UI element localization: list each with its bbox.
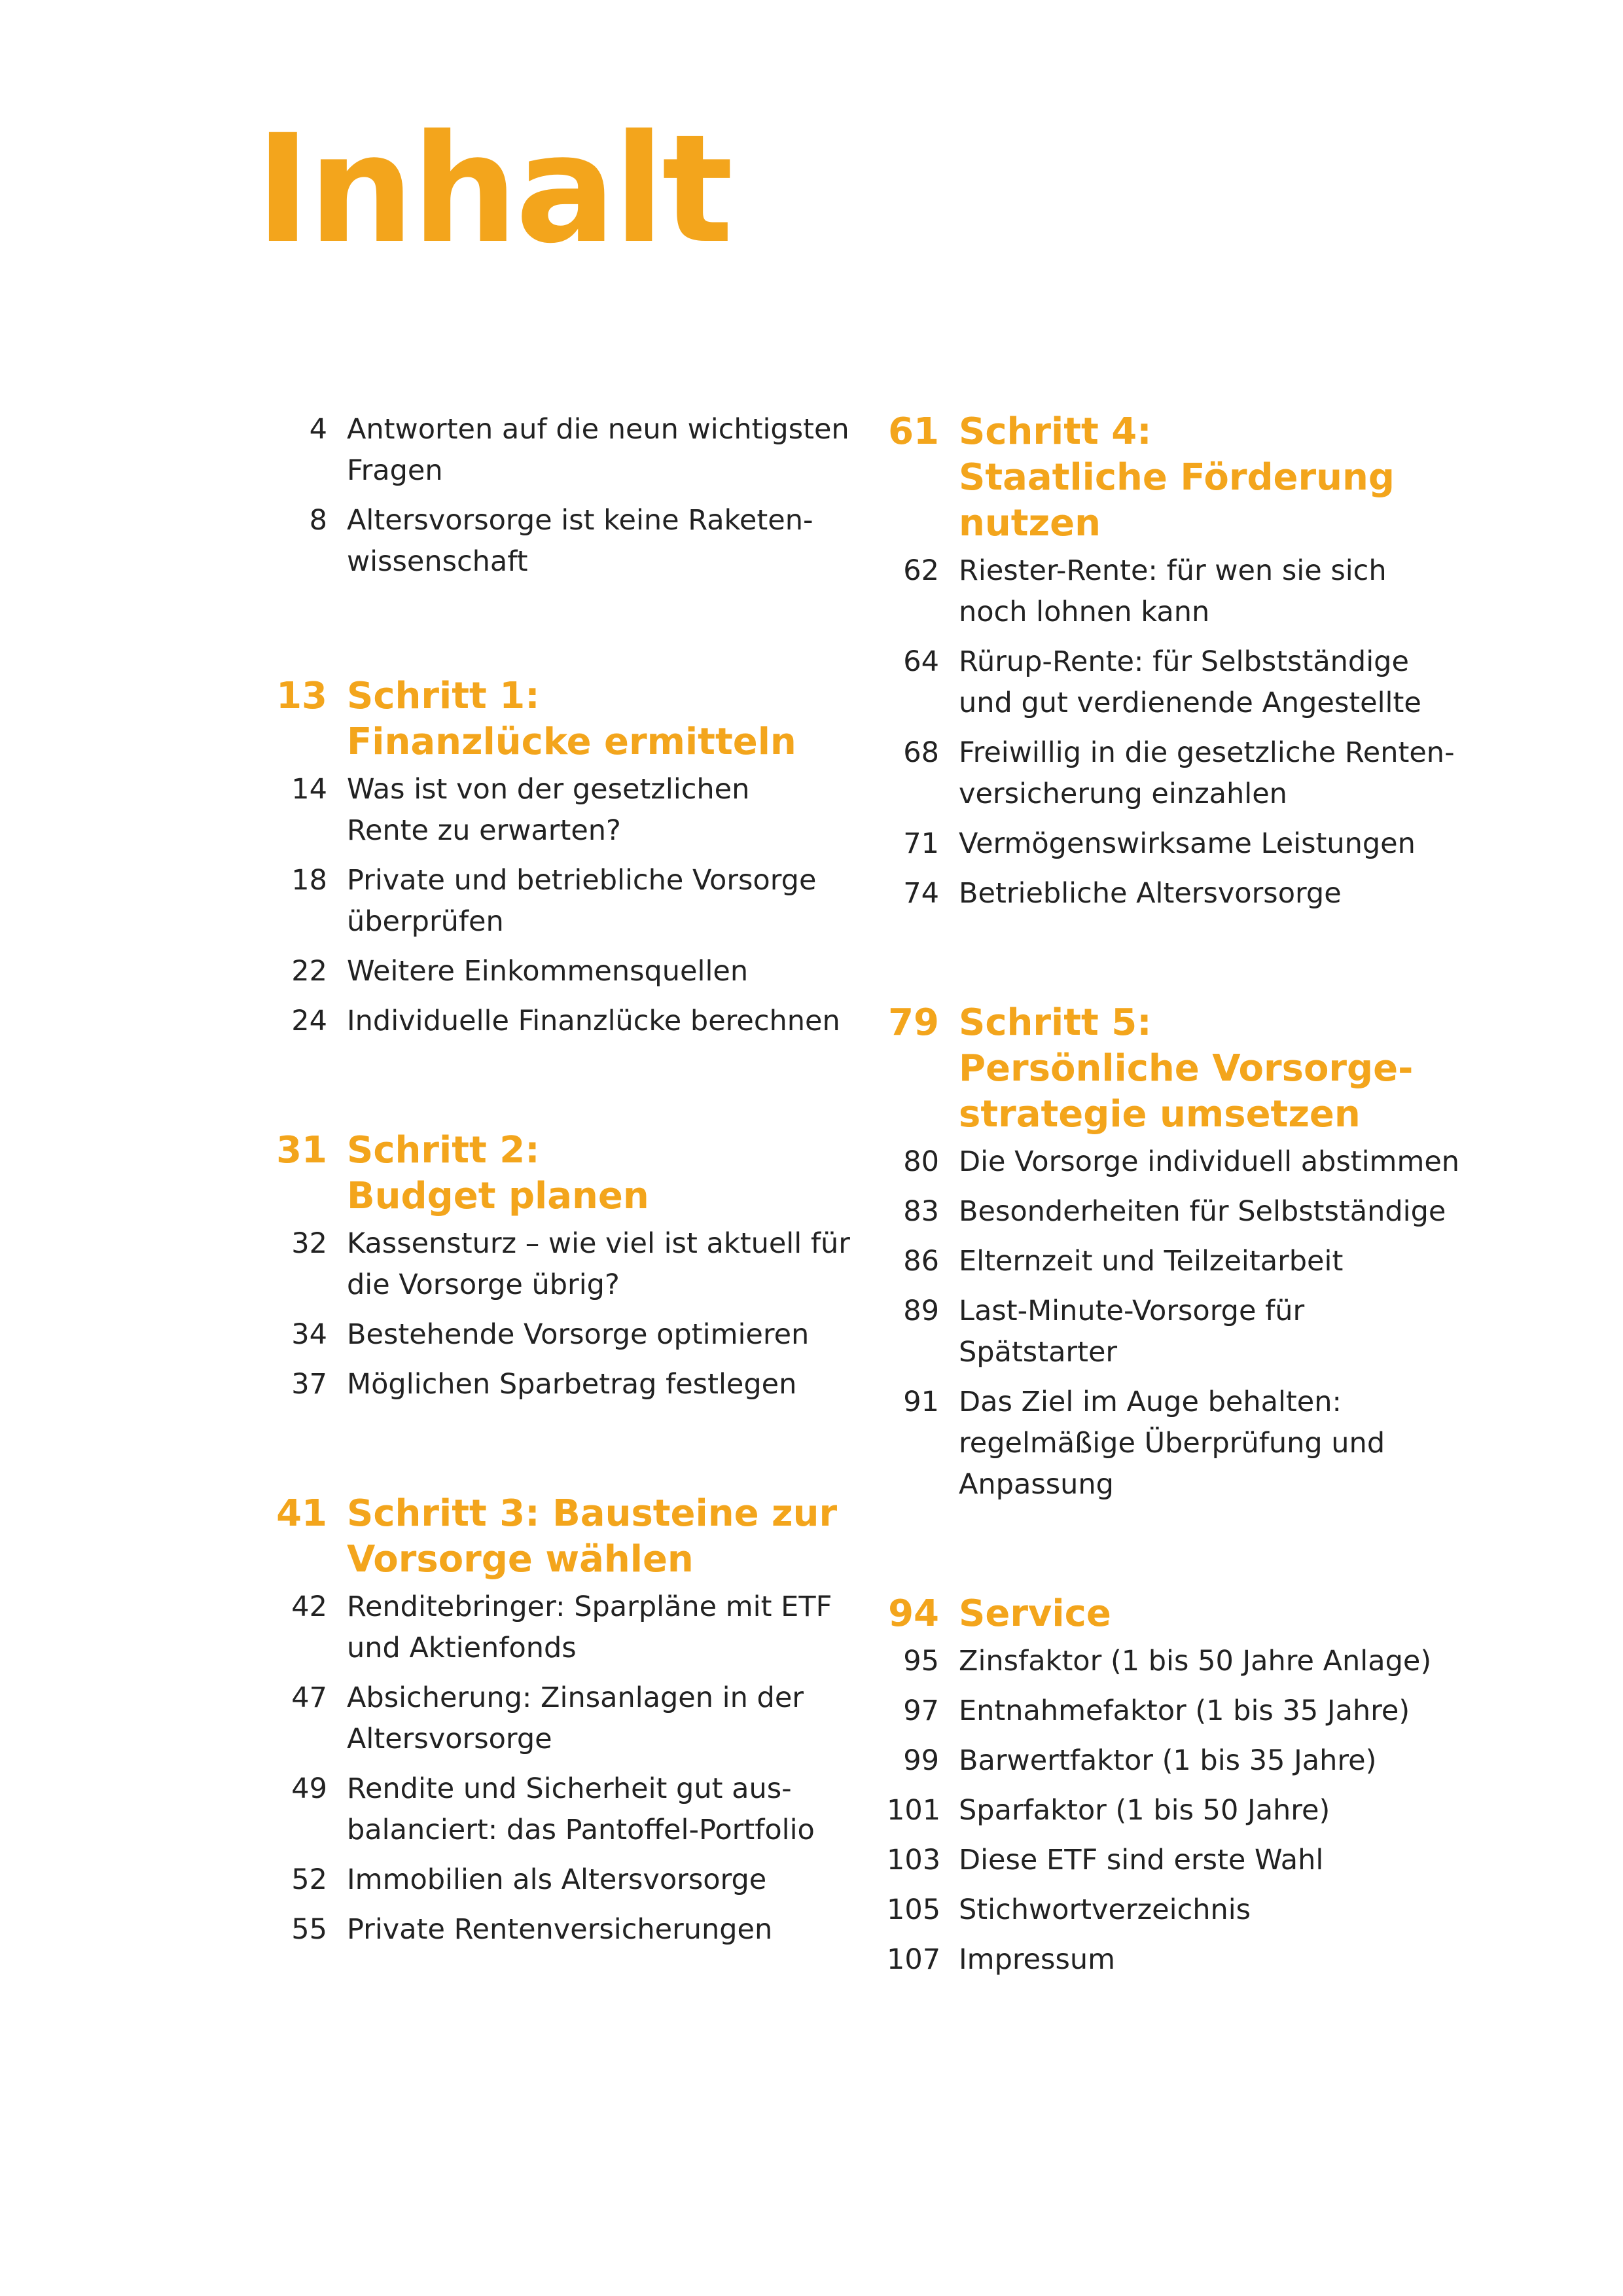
toc-entry[interactable] [887, 823, 1463, 865]
toc-entry-title-line: und Aktienfonds [347, 1632, 577, 1664]
toc-section-title-line: Vorsorge wählen [347, 1538, 694, 1581]
toc-section-page-number: 31 [276, 1129, 327, 1172]
toc-entry-title-line: Vermögenswirksame Leistungen [959, 827, 1416, 860]
toc-entry[interactable] [275, 1314, 851, 1355]
toc-entry-title-line: Entnahmefaktor (1 bis 35 Jahre) [959, 1695, 1410, 1727]
toc-entry-title-line: Weitere Einkommensquellen [347, 955, 749, 988]
toc-entry-page-number: 89 [903, 1295, 939, 1327]
toc-entry[interactable] [887, 1740, 1463, 1782]
toc-entry-page-number: 99 [903, 1744, 939, 1777]
toc-section-title-line: strategie umsetzen [959, 1093, 1361, 1136]
toc-entry-title [347, 1768, 851, 1851]
toc-section [275, 673, 851, 1042]
toc-entry-title-line: Anpassung [959, 1468, 1114, 1501]
toc-entry-title [959, 1191, 1463, 1232]
toc-entry-title-line: Bestehende Vorsorge optimieren [347, 1318, 810, 1351]
toc-entry[interactable] [887, 1840, 1463, 1881]
toc-entry-title [959, 641, 1463, 724]
toc-section-page-number: 79 [888, 1001, 939, 1044]
toc-entry[interactable] [887, 1691, 1463, 1732]
toc-entry-title-line: Rürup-Rente: für Selbstständige [959, 645, 1409, 678]
toc-section-title [959, 1591, 1463, 1637]
toc-entry[interactable] [887, 1191, 1463, 1232]
toc-section-title [959, 1000, 1463, 1138]
toc-entry[interactable] [887, 550, 1463, 633]
toc-entry-title [347, 1859, 851, 1901]
toc-section-heading[interactable] [275, 1128, 851, 1219]
toc-section-title [959, 409, 1463, 547]
toc-entry-title-line: Fragen [347, 454, 443, 487]
toc-entry-page-number: 14 [291, 773, 327, 806]
toc-entry[interactable] [275, 1001, 851, 1042]
toc-entry[interactable] [887, 1141, 1463, 1183]
toc-section-title-line: Schritt 1: [347, 675, 540, 717]
toc-entry-title-line: wissenschaft [347, 545, 528, 578]
toc-entry-title-line: Möglichen Sparbetrag festlegen [347, 1368, 797, 1401]
toc-entry-page-number: 107 [887, 1943, 941, 1976]
toc-entry-page-number: 37 [291, 1368, 327, 1401]
toc-entry-page-number: 103 [887, 1844, 941, 1876]
toc-entry-title-line: balanciert: das Pantoffel-Portfolio [347, 1814, 815, 1846]
toc-section-title-line: Staatliche Förderung [959, 456, 1395, 499]
toc-entry-title-line: Barwertfaktor (1 bis 35 Jahre) [959, 1744, 1377, 1777]
toc-entry-title-line: versicherung einzahlen [959, 778, 1287, 810]
toc-entry-title [347, 1001, 851, 1042]
toc-entry-page-number: 68 [903, 736, 939, 769]
toc-entry-title [347, 1909, 851, 1950]
toc-entry-title [959, 732, 1463, 815]
toc-section-page-number: 41 [276, 1492, 327, 1535]
toc-left-column [275, 409, 851, 1959]
toc-entry[interactable] [887, 1790, 1463, 1831]
toc-entry-page-number: 18 [291, 864, 327, 897]
toc-entry-page-number: 32 [291, 1227, 327, 1260]
toc-section-title-line: Schritt 5: [959, 1001, 1152, 1044]
toc-entry-page-number: 83 [903, 1195, 939, 1228]
toc-entry[interactable] [275, 1364, 851, 1405]
toc-entry-title [959, 550, 1463, 633]
toc-entry-title [959, 1641, 1463, 1682]
toc-section-heading[interactable] [887, 1591, 1463, 1637]
toc-section-page-number: 61 [888, 410, 939, 453]
toc-entry-title-line: Private und betriebliche Vorsorge [347, 864, 817, 897]
toc-section-title [347, 1128, 851, 1219]
toc-entry-title-line: Rendite und Sicherheit gut aus- [347, 1772, 792, 1805]
toc-entry-page-number: 97 [903, 1695, 939, 1727]
toc-entry-title-line: Impressum [959, 1943, 1115, 1976]
toc-section-title-line: Finanzlücke ermitteln [347, 721, 796, 763]
toc-entry-title-line: regelmäßige Überprüfung und [959, 1427, 1385, 1460]
toc-section-title-line: Schritt 3: Bausteine zur [347, 1492, 838, 1535]
toc-entry-title [347, 1587, 851, 1669]
toc-entry-title-line: noch lohnen kann [959, 596, 1210, 628]
toc-section-title-line: Service [959, 1592, 1111, 1635]
toc-entry-page-number: 86 [903, 1245, 939, 1278]
toc-entry-title [347, 409, 851, 492]
toc-entry-page-number: 80 [903, 1145, 939, 1178]
toc-section [887, 1000, 1463, 1505]
toc-entry[interactable] [275, 769, 851, 852]
toc-entry-title-line: Altersvorsorge ist keine Raketen- [347, 504, 813, 537]
toc-entry-title [959, 1291, 1463, 1373]
toc-entry-title-line: überprüfen [347, 905, 504, 938]
toc-entry[interactable] [275, 1909, 851, 1950]
toc-section-page-number: 94 [888, 1592, 939, 1635]
toc-entry[interactable] [275, 951, 851, 992]
toc-entry-title-line: Individuelle Finanzlücke berechnen [347, 1005, 840, 1037]
toc-entry-title [347, 951, 851, 992]
toc-entry-page-number: 64 [903, 645, 939, 678]
toc-entry-page-number: 34 [291, 1318, 327, 1351]
toc-section-title-line: Budget planen [347, 1175, 649, 1217]
toc-entry[interactable] [887, 1382, 1463, 1505]
toc-entry-page-number: 4 [309, 413, 327, 446]
toc-entry-title-line: Spätstarter [959, 1336, 1118, 1369]
toc-entry-title [959, 1790, 1463, 1831]
toc-entry[interactable] [275, 860, 851, 942]
toc-section-title [347, 1491, 851, 1583]
toc-entry[interactable] [275, 1677, 851, 1760]
toc-entry-title-line: Das Ziel im Auge behalten: [959, 1386, 1342, 1418]
toc-section-page-number: 13 [276, 675, 327, 717]
toc-entry-title [347, 769, 851, 852]
toc-entry[interactable] [887, 1890, 1463, 1931]
toc-entry-page-number: 52 [291, 1863, 327, 1896]
toc-entry-title [959, 823, 1463, 865]
toc-section-title [347, 673, 851, 765]
toc-right-column [887, 409, 1463, 1989]
toc-section-title-line: nutzen [959, 502, 1101, 545]
toc-section-heading[interactable] [887, 1000, 1463, 1138]
toc-entry[interactable] [275, 1768, 851, 1851]
toc-entry-title [347, 1223, 851, 1306]
toc-entry-title [959, 1890, 1463, 1931]
toc-entry-title-line: die Vorsorge übrig? [347, 1268, 620, 1301]
toc-entry-title-line: Absicherung: Zinsanlagen in der [347, 1681, 804, 1714]
toc-entry-title [959, 1939, 1463, 1981]
toc-section [275, 1128, 851, 1405]
toc-entry-page-number: 101 [887, 1794, 941, 1827]
toc-entry-title-line: Sparfaktor (1 bis 50 Jahre) [959, 1794, 1330, 1827]
toc-section [887, 409, 1463, 914]
toc-entry-title-line: Elternzeit und Teilzeitarbeit [959, 1245, 1344, 1278]
toc-entry-page-number: 62 [903, 554, 939, 587]
toc-entry-page-number: 91 [903, 1386, 939, 1418]
toc-entry-title-line: Besonderheiten für Selbstständige [959, 1195, 1446, 1228]
toc-entry[interactable] [275, 1859, 851, 1901]
toc-entry-title [347, 860, 851, 942]
toc-entry-title [959, 1382, 1463, 1505]
toc-section-title-line: Schritt 4: [959, 410, 1152, 453]
toc-entry-title [959, 873, 1463, 914]
toc-entry-page-number: 95 [903, 1645, 939, 1677]
toc-entry[interactable] [275, 500, 851, 583]
toc-entry-title-line: Kassensturz – wie viel ist aktuell für [347, 1227, 850, 1260]
toc-entry-page-number: 24 [291, 1005, 327, 1037]
toc-section [275, 1491, 851, 1950]
toc-section-title-line: Persönliche Vorsorge- [959, 1047, 1414, 1090]
toc-entry[interactable] [887, 1291, 1463, 1373]
toc-entry[interactable] [887, 1939, 1463, 1981]
toc-entry-title-line: Betriebliche Altersvorsorge [959, 877, 1342, 910]
toc-entry-title [347, 1314, 851, 1355]
toc-entry-title-line: Diese ETF sind erste Wahl [959, 1844, 1324, 1876]
toc-section-heading[interactable] [275, 673, 851, 765]
toc-entry-title-line: Freiwillig in die gesetzliche Renten- [959, 736, 1455, 769]
toc-entry[interactable] [887, 873, 1463, 914]
toc-entry-title-line: Private Rentenversicherungen [347, 1913, 773, 1946]
toc-entry-title [959, 1241, 1463, 1282]
toc-entry[interactable] [887, 641, 1463, 724]
toc-entry-page-number: 8 [309, 504, 327, 537]
toc-section-heading[interactable] [887, 409, 1463, 547]
toc-entry[interactable] [275, 409, 851, 492]
toc-entry-page-number: 71 [903, 827, 939, 860]
toc-section [887, 1591, 1463, 1981]
page-title: Inhalt [255, 102, 731, 276]
toc-entry-title-line: und gut verdienende Angestellte [959, 687, 1421, 719]
toc-entry-title-line: Renditebringer: Sparpläne mit ETF [347, 1590, 832, 1623]
toc-entry-title [347, 1364, 851, 1405]
toc-entry-title [959, 1141, 1463, 1183]
toc-entry-page-number: 105 [887, 1893, 941, 1926]
toc-entry-title-line: Antworten auf die neun wichtigsten [347, 413, 849, 446]
toc-entry[interactable] [275, 1587, 851, 1669]
toc-entry-title-line: Last-Minute-Vorsorge für [959, 1295, 1305, 1327]
toc-entry[interactable] [887, 1241, 1463, 1282]
toc-entry-title [959, 1840, 1463, 1881]
toc-entry-title-line: Rente zu erwarten? [347, 814, 621, 847]
toc-entry-title [347, 1677, 851, 1760]
toc-entry-title-line: Die Vorsorge individuell abstimmen [959, 1145, 1460, 1178]
toc-entry-title-line: Stichwortverzeichnis [959, 1893, 1251, 1926]
toc-section-title-line: Schritt 2: [347, 1129, 540, 1172]
toc-entry-page-number: 55 [291, 1913, 327, 1946]
toc-entry-title [959, 1691, 1463, 1732]
toc-entry-title-line: Zinsfaktor (1 bis 50 Jahre Anlage) [959, 1645, 1432, 1677]
toc-entry-title [347, 500, 851, 583]
toc-entry-page-number: 47 [291, 1681, 327, 1714]
toc-section-heading[interactable] [275, 1491, 851, 1583]
toc-entry-title-line: Altersvorsorge [347, 1723, 552, 1755]
toc-entry-page-number: 74 [903, 877, 939, 910]
toc-entry-page-number: 42 [291, 1590, 327, 1623]
toc-entry-title [959, 1740, 1463, 1782]
toc-entry-title-line: Was ist von der gesetzlichen [347, 773, 750, 806]
toc-entry[interactable] [275, 1223, 851, 1306]
toc-entry[interactable] [887, 732, 1463, 815]
toc-entry-title-line: Immobilien als Altersvorsorge [347, 1863, 767, 1896]
toc-entry-page-number: 22 [291, 955, 327, 988]
toc-entry[interactable] [887, 1641, 1463, 1682]
toc-entry-page-number: 49 [291, 1772, 327, 1805]
toc-entry-title-line: Riester-Rente: für wen sie sich [959, 554, 1387, 587]
